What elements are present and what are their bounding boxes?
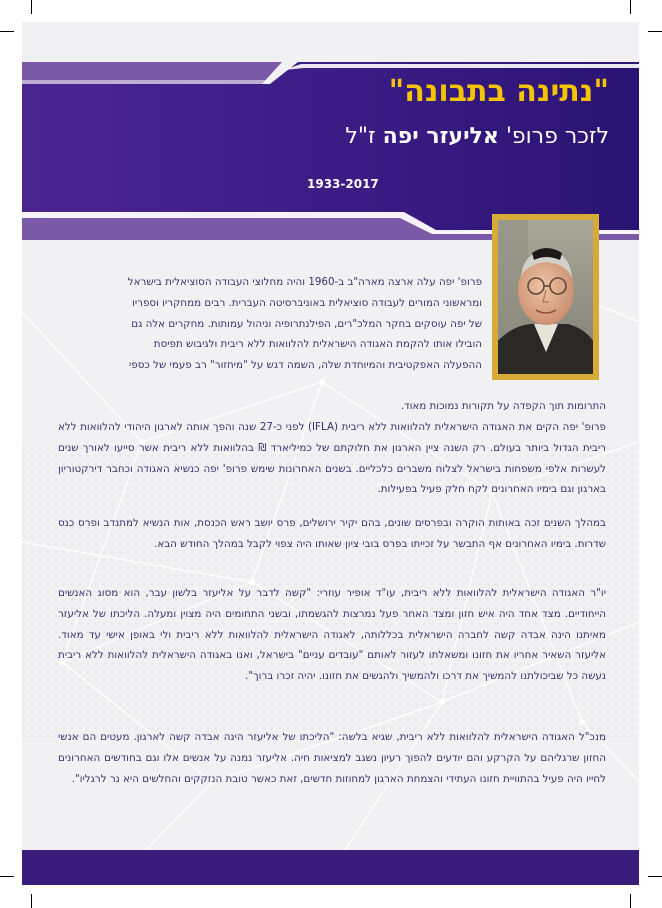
- crop-mark-bottom-left-v: [31, 894, 32, 908]
- life-years: 1933-2017: [307, 177, 379, 191]
- memorial-subtitle: [345, 123, 609, 151]
- subtitle-prefix: לזכר פרופ': [498, 124, 609, 149]
- awards-paragraph: במהלך השנים זכה באותות הוקרה ובפרסים שונים, בהם יקיר ירושלים, פרס יושב ראש הכנסת, אות הנשיא למתנדב ופרס כנס שדרות. בימיו האחרונים אף התבשר על זכייתו בפרס בובי ציון שאותו היה צפוי לקבל במהלך החודש הבא.: [58, 517, 606, 550]
- crop-mark-bottom-right-h: [648, 876, 662, 877]
- bio-paragraph-1-end: התרומות תוך הקפדה על תקורות נמוכות מאוד.: [400, 400, 606, 412]
- crop-mark-top-right-h: [648, 31, 662, 32]
- crop-mark-bottom-right-v: [630, 894, 631, 908]
- crop-mark-bottom-left-h: [0, 876, 14, 877]
- crop-mark-top-left-h: [0, 31, 14, 32]
- chairman-quote-paragraph: יו"ר האגודה הישראלית להלוואות ללא ריבית, עו"ד אופיר עוזרי: "קשה לדבר על אליעזר בלשון עבר, הוא מסוג האנשים הייחודיים. מצד אחד היה איש חזון ומצד האחר פעל נמרצות להגשמתו, ובשני התחומים היה מצוין ומעלה. הליכתו של אליעזר מאיתנו הינה אבדה קשה לחברה הישראלית בכללותה, לאגודה הישראלית להלוואות ללא ריבית ולי באופן אישי עד מאוד. אליעזר השאיר אחריו את חזונו ומשאלתו לעזור לאותם "עובדים עניים" בישראל, ואנו באגודה הישראלית להלוואות ללא ריבית נעשה כל שביכולתנו להמשיך את דרכו ולהמשיך ולהגשים את חזונו. יהיה זכרו ברוך".: [58, 587, 606, 683]
- ceo-quote-paragraph: מנכ"ל האגודה הישראלית להלוואות ללא ריבית, שגיא בלשה: "הליכתו של אליעזר הינה אבדה קשה לארגון. מעטים הם אנשי החזון שרגליהם על הקרקע והם יודעים להפוך רעיון נשגב למציאות חיה. אליעזר נמנה על אנשים אלו וגם בחודשים האחרונים לחייו היה פעיל בהתוויית חזונו העתידי והצמחת הארגון למחוזות חדשים, זאת כאשר טובת הנזקקים והחלשים היא נר לרגליו".: [58, 731, 606, 785]
- bio-line-4: הובילו אותו להקמת האגודה הישראלית להלוואות ללא ריבית ולגיבוש תפיסת: [153, 338, 482, 351]
- crop-mark-top-left-v: [31, 0, 32, 14]
- bio-line-1: פרופ' יפה עלה ארצה מארה"ב ב-1960 והיה מחלוצי העבודה הסוציאלית בישראל: [127, 276, 482, 288]
- page-title: "נתינה בתבונה": [388, 74, 609, 109]
- honoree-name: אליעזר יפה: [382, 124, 499, 149]
- bio-line-3: של יפה עוסקים בחקר המלכ"רים, הפילנתרופיה וניהול עמותות. מחקרים אלה גם: [131, 317, 482, 330]
- bio-paragraph-1: [58, 272, 482, 376]
- portrait-icon: [498, 220, 593, 374]
- footer-bar: [22, 850, 639, 885]
- portrait-photo: [492, 214, 599, 380]
- subtitle-suffix: ז"ל: [345, 124, 383, 149]
- bio-line-2: ומראשוני המורים לעבודה סוציאלית באוניברסיטה העברית. רבים ממחקריו וספריו: [132, 296, 482, 309]
- page-sheet: [22, 22, 639, 885]
- crop-mark-top-right-v: [630, 0, 631, 14]
- bio-line-5: ההפעלה האפקטיבית והמיוחדת שלה, השמה דגש על "מיחזור" רב פעמי של כספי: [129, 359, 482, 372]
- founding-paragraph: פרופ' יפה הקים את האגודה הישראלית להלוואות ללא ריבית (IFLA) לפני כ-27 שנה והפך אותה לארגון היהודי להלוואות ללא ריבית הגדול ביותר בעולם. רק השנה ציין הארגון את חלוקתם של כמיליארד ₪ בהלוואות ללא ריבית אשר סייעו לאורך שנים לעשרות אלפי משפחות בישראל לצלוח משברים כלכליים. בשנים האחרונות שימש פרופ' יפה כנשיא האגודה וכחבר דירקטוריון בארגון וגם בימיו האחרונים לקח חלק פעיל בפעילות.: [58, 421, 606, 496]
